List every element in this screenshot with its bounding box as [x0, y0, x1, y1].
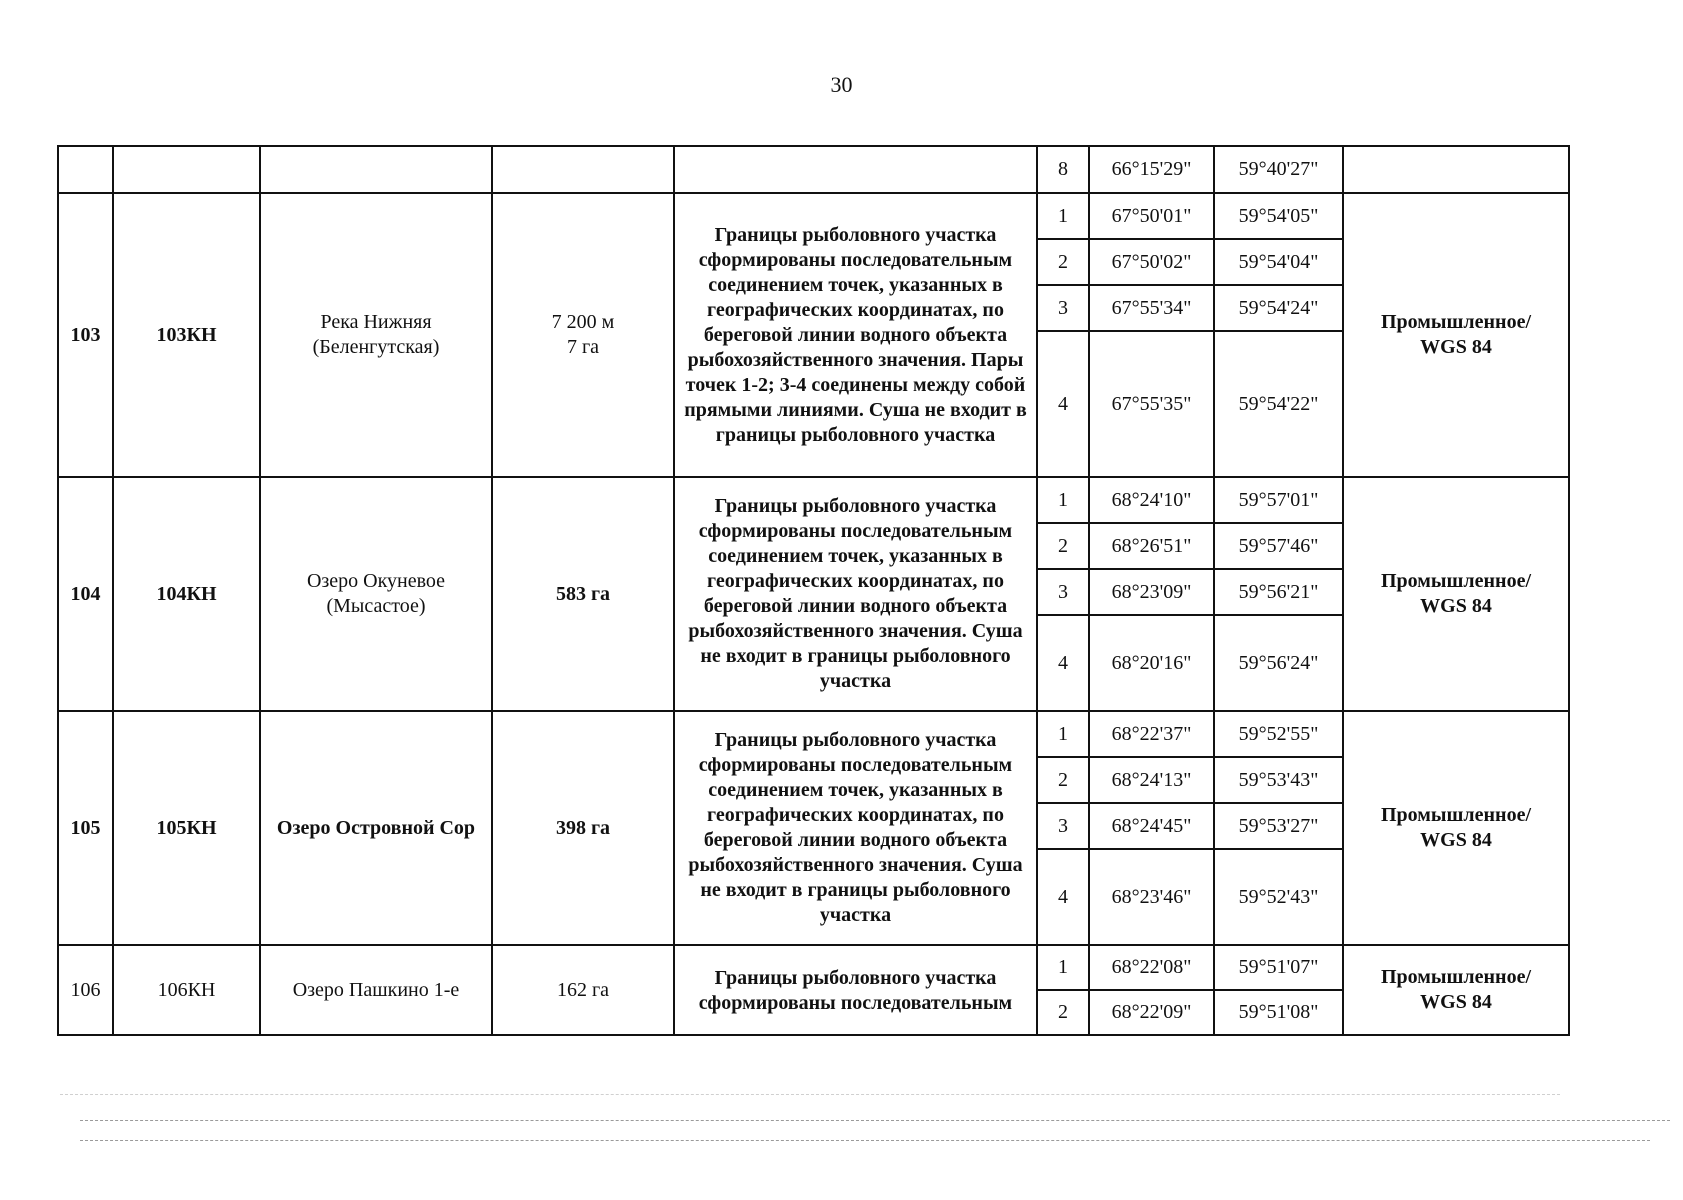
point-latitude: 68°24'45" [1089, 803, 1214, 849]
point-number: 4 [1037, 849, 1089, 945]
point-latitude: 66°15'29" [1089, 146, 1214, 193]
point-latitude: 68°23'46" [1089, 849, 1214, 945]
area-size: 398 га [492, 711, 674, 945]
row-number: 104 [58, 477, 113, 711]
purpose-type: Промышленное/ [1381, 570, 1531, 592]
table-row-continued [58, 146, 1569, 193]
point-number: 1 [1037, 945, 1089, 990]
purpose-type: Промышленное/ [1381, 966, 1531, 988]
water-body-name: Озеро Окуневое (Мысастое) [260, 477, 492, 711]
point-number: 2 [1037, 523, 1089, 569]
point-latitude: 68°24'13" [1089, 757, 1214, 803]
point-longitude: 59°57'46" [1214, 523, 1343, 569]
point-longitude: 59°53'43" [1214, 757, 1343, 803]
water-body-name: Река Нижняя (Беленгутская) [260, 193, 492, 477]
point-longitude: 59°51'08" [1214, 990, 1343, 1035]
purpose [1343, 711, 1569, 945]
point-number: 8 [1037, 146, 1089, 193]
purpose [1343, 477, 1569, 711]
area-code: 104КН [113, 477, 260, 711]
scan-noise-line [80, 1120, 1670, 1121]
coordinate-system: WGS 84 [1420, 991, 1492, 1013]
point-longitude: 59°54'04" [1214, 239, 1343, 285]
point-longitude: 59°52'55" [1214, 711, 1343, 757]
row-number: 106 [58, 945, 113, 1035]
point-longitude: 59°51'07" [1214, 945, 1343, 990]
table-row [58, 193, 1569, 239]
point-latitude: 67°50'01" [1089, 193, 1214, 239]
area-code: 105КН [113, 711, 260, 945]
point-latitude: 68°23'09" [1089, 569, 1214, 615]
point-longitude: 59°54'24" [1214, 285, 1343, 331]
point-number: 1 [1037, 711, 1089, 757]
fishing-areas-table [57, 145, 1570, 1036]
boundary-description: Границы рыболовного участка сформированы последовательным соединением точек, указанных в географических координатах, по береговой линии водного объекта рыбохозяйственного значения. Пары точек 1-2; 3-4 соединены между собой прямыми линиями. Суша не входит в границы рыболовного участка [674, 193, 1037, 477]
row-number: 105 [58, 711, 113, 945]
point-longitude: 59°53'27" [1214, 803, 1343, 849]
point-number: 2 [1037, 239, 1089, 285]
point-latitude: 67°50'02" [1089, 239, 1214, 285]
point-number: 4 [1037, 615, 1089, 711]
cell-empty [58, 146, 113, 193]
point-latitude: 68°26'51" [1089, 523, 1214, 569]
point-latitude: 68°20'16" [1089, 615, 1214, 711]
area-size [492, 193, 674, 477]
water-body-name: Озеро Островной Сор [260, 711, 492, 945]
table-row [58, 945, 1569, 990]
point-latitude: 68°24'10" [1089, 477, 1214, 523]
point-number: 1 [1037, 193, 1089, 239]
point-longitude: 59°52'43" [1214, 849, 1343, 945]
boundary-description: Границы рыболовного участка сформированы последовательным соединением точек, указанных в географических координатах, по береговой линии водного объекта рыбохозяйственного значения. Суша не входит в границы рыболовного участка [674, 477, 1037, 711]
point-latitude: 67°55'34" [1089, 285, 1214, 331]
point-latitude: 67°55'35" [1089, 331, 1214, 477]
point-latitude: 68°22'37" [1089, 711, 1214, 757]
scan-noise-line [80, 1140, 1650, 1141]
point-longitude: 59°56'24" [1214, 615, 1343, 711]
area-code: 106КН [113, 945, 260, 1035]
point-number: 1 [1037, 477, 1089, 523]
point-longitude: 59°54'22" [1214, 331, 1343, 477]
boundary-description: Границы рыболовного участка сформированы последовательным [674, 945, 1037, 1035]
cell-empty [492, 146, 674, 193]
point-number: 2 [1037, 757, 1089, 803]
point-longitude: 59°57'01" [1214, 477, 1343, 523]
point-longitude: 59°56'21" [1214, 569, 1343, 615]
scan-noise-line [60, 1094, 1560, 1095]
point-latitude: 68°22'08" [1089, 945, 1214, 990]
coordinate-system: WGS 84 [1420, 336, 1492, 358]
point-longitude: 59°40'27" [1214, 146, 1343, 193]
purpose-type: Промышленное/ [1381, 804, 1531, 826]
area-length: 7 200 м [551, 311, 615, 333]
purpose [1343, 945, 1569, 1035]
water-body-name: Озеро Пашкино 1-е [260, 945, 492, 1035]
boundary-description: Границы рыболовного участка сформированы последовательным соединением точек, указанных в географических координатах, по береговой линии водного объекта рыбохозяйственного значения. Суша не входит в границы рыболовного участка [674, 711, 1037, 945]
area-code: 103КН [113, 193, 260, 477]
coordinate-system: WGS 84 [1420, 595, 1492, 617]
table-row [58, 477, 1569, 523]
point-number: 3 [1037, 569, 1089, 615]
area-size: 583 га [492, 477, 674, 711]
cell-empty [1343, 146, 1569, 193]
page-number: 30 [830, 72, 853, 97]
purpose-type: Промышленное/ [1381, 311, 1531, 333]
cell-empty [113, 146, 260, 193]
point-latitude: 68°22'09" [1089, 990, 1214, 1035]
cell-empty [260, 146, 492, 193]
cell-empty [674, 146, 1037, 193]
point-number: 3 [1037, 285, 1089, 331]
table-row [58, 711, 1569, 757]
purpose [1343, 193, 1569, 477]
coordinate-system: WGS 84 [1420, 829, 1492, 851]
point-longitude: 59°54'05" [1214, 193, 1343, 239]
row-number: 103 [58, 193, 113, 477]
area-size: 162 га [492, 945, 674, 1035]
point-number: 4 [1037, 331, 1089, 477]
point-number: 2 [1037, 990, 1089, 1035]
area-hectares: 7 га [566, 336, 600, 358]
point-number: 3 [1037, 803, 1089, 849]
